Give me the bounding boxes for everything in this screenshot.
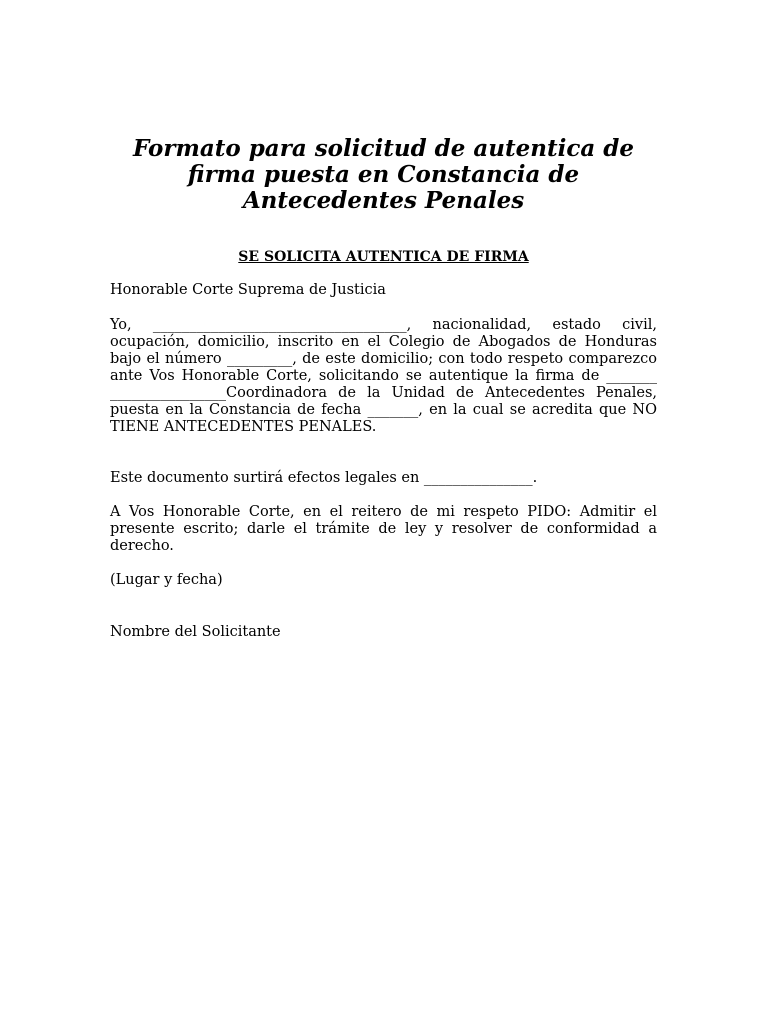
legal-effects-paragraph: Este documento surtirá efectos legales en _______________. <box>110 470 538 486</box>
greeting-line: Honorable Corte Suprema de Justicia <box>110 282 386 298</box>
applicant-name-line: Nombre del Solicitante <box>110 624 281 640</box>
place-date-line: (Lugar y fecha) <box>110 572 223 588</box>
request-paragraph: Yo, ___________________________________, nacionalidad, estado civil, ocupación, domicilio, inscrito en el Colegio de Abogados de Honduras bajo el número _________, de este domicilio; con todo respeto comparezco ante Vos Honorable Corte, solicitando se autentique la firma de _______ ________________Coordinadora de la Unidad de Antecedentes Penales, puesta en la Constancia de fecha _______, en la cual se acredita que NO TIENE ANTECEDENTES PENALES. <box>110 317 657 435</box>
petition-paragraph: A Vos Honorable Corte, en el reitero de mi respeto PIDO: Admitir el presente escrito; darle el trámite de ley y resolver de conformidad a derecho. <box>110 504 657 554</box>
document-title: Formato para solicitud de autentica de firma puesta en Constancia de Antecedentes Penales <box>132 135 634 214</box>
document-subtitle: SE SOLICITA AUTENTICA DE FIRMA <box>238 249 529 265</box>
